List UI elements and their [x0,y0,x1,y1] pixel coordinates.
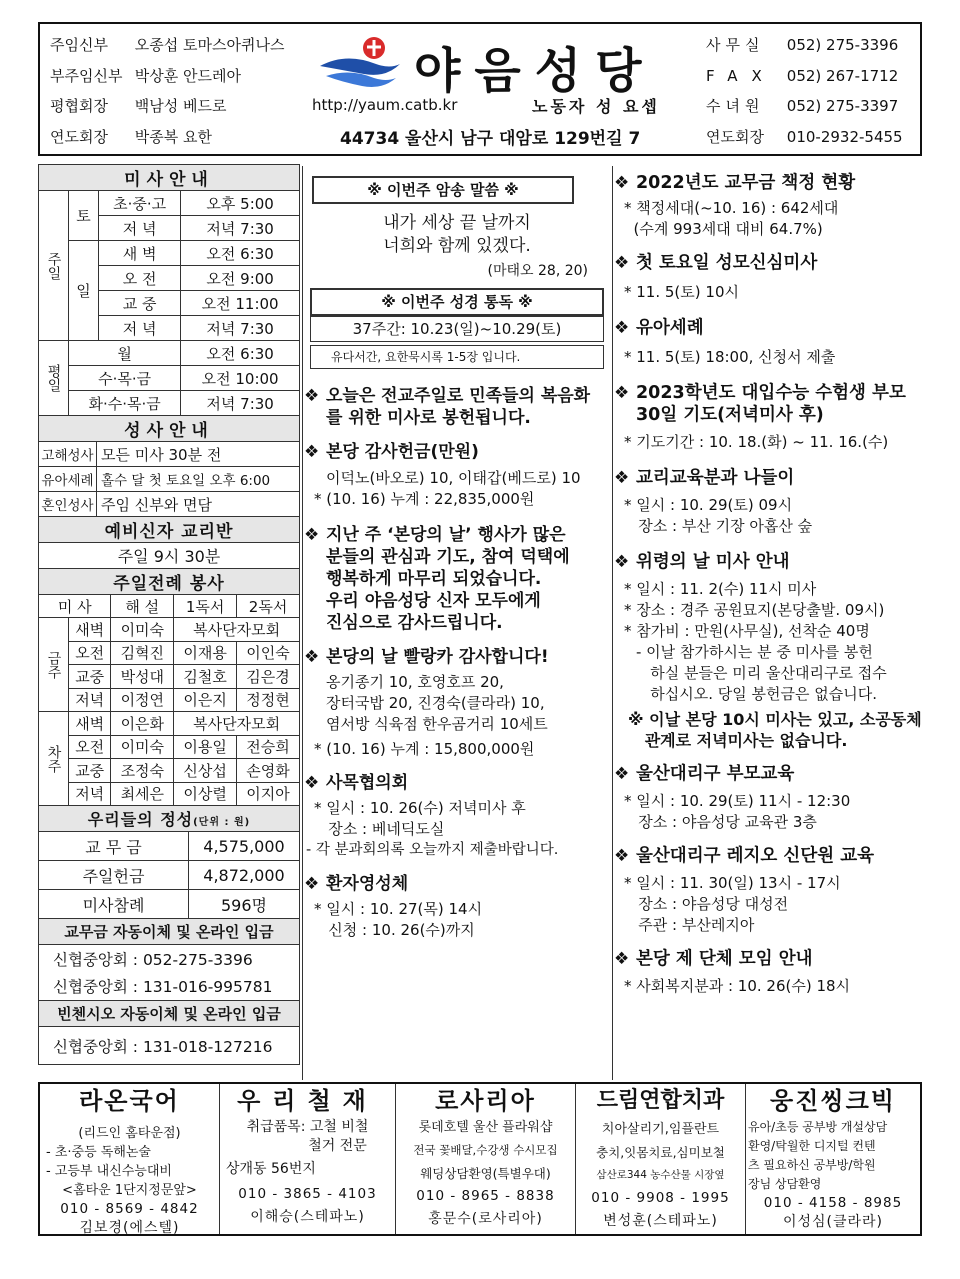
liturgy-col-header: 2독서 [237,595,300,618]
notice-item: ❖ 울산대리구 레지오 신단원 교육 * 일시 : 11. 30(일) 13시 - 17시 장소 : 야음성당 대성전 주관 : 부산레지아 [614,846,875,934]
ad-title: 드림연합치과 [596,1088,725,1113]
ad-phone: 010 - 4158 - 8985 [763,1195,903,1211]
ad-title: 로사리아 [435,1087,536,1115]
notice-list [304,385,610,941]
advertisement-bar [38,1082,922,1236]
mass-time: 오전 6:30 [181,341,300,366]
contact-row: FAX 052) 267-1712 [706,66,899,85]
bulletin-header [38,22,922,156]
liturgy-cell: 복사단자모회 [174,712,300,736]
ad-box: 웅진씽크빅 유아/초등 공부방 개설상담 환영/탁월한 디지털 컨텐 츠 필요하신 공부방/학원 장님 상담환영 010 - 4158 - 8985 이성심(클라라) [746,1084,920,1234]
verse-section [312,176,574,204]
liturgy-cell: 저녁 [69,688,111,712]
reading-note: 유다서간, 요한묵시록 1-5장 입니다. [310,345,604,369]
ad-owner: 이해승(스테파노) [250,1209,365,1225]
liturgy-table [38,568,300,806]
ad-phone: 010 - 9908 - 1995 [591,1190,730,1206]
notice-item: ❖ 오늘은 전교주일로 민족들의 복음화 를 위한 미사로 봉헌됩니다. [304,386,591,428]
reading-section [310,288,604,316]
liturgy-cell: 박성대 [111,665,174,689]
diamond-bullet-icon: ❖ [304,386,320,406]
patron-saint: 노동자 성 요셉 [532,97,660,116]
ad-title: 우리철재 [237,1087,378,1115]
diamond-bullet-icon: ❖ [614,173,630,193]
church-logo-icon [316,34,402,94]
diamond-bullet-icon: ❖ [614,253,630,273]
liturgy-cell: 오전 [69,641,111,665]
sacrament-table [38,415,300,517]
column-divider [612,166,613,1080]
notice-item: ❖ 본당 감사헌금(만원) 이덕노(바오로) 10, 이태갑(베드로) 10 * (10. 16) 누계 : 22,835,000원 [304,442,581,508]
verse-reference: (마태오 28, 20) [487,263,588,279]
liturgy-title: 주일전례 봉사 [39,569,300,595]
clergy-list [50,30,330,152]
liturgy-cell: 교중 [69,759,111,783]
tithe-bank-table [38,918,300,1001]
sunday-label: 주일 [39,191,69,341]
mass-time: 오전 11:00 [181,291,300,316]
liturgy-cell: 이은지 [174,688,237,712]
sacrament-info: 주임 신부와 면담 [97,492,300,517]
mass-who: 월 [69,341,181,366]
diamond-bullet-icon: ❖ [614,949,630,969]
notice-item: ❖ 사목협의회 * 일시 : 10. 26(수) 저녁미사 후 장소 : 베네딕도실 - 각 분과회의록 오늘까지 제출바랍니다. [304,773,559,858]
verse-title: ※ 이번주 암송 말씀 ※ [312,176,574,204]
liturgy-cell: 김은경 [237,665,300,689]
catechumen-time: 주일 9시 30분 [39,543,300,569]
liturgy-cell: 교중 [69,665,111,689]
mass-who: 저 녁 [99,316,181,341]
notice-item: ❖ 지난 주 ‘본당의 날’ 행사가 많은 분들의 관심과 기도, 참여 덕택에 행복하게 마무리 되었습니다. 우리 야음성당 신자 모두에게 진심으로 감사드립니다. [304,525,570,633]
ad-box: 우리철재 취급품목: 고철 비철 철거 전문 상개동 56번지 010 - 3865 - 4103 이해승(스테파노) [220,1084,396,1234]
sacrament-kind: 유아세례 [39,467,97,492]
left-column [38,164,300,1065]
liturgy-cell: 이용일 [174,735,237,759]
diamond-bullet-icon: ❖ [614,846,630,866]
clergy-row: 부주임신부 박상훈 안드레아 [50,66,241,85]
ad-box: 로사리아 롯데호텔 울산 플라워샵 전국 꽃배달,수강생 수시모집 웨딩상담환영(특별우대) 010 - 8965 - 8838 홍문수(로사리아) [396,1084,576,1234]
diamond-bullet-icon: ❖ [614,383,630,403]
offering-kind: 주일헌금 [39,861,189,890]
ad-phone: 010 - 8965 - 8838 [416,1188,555,1204]
diamond-bullet-icon: ❖ [304,525,320,545]
catechumen-table [38,516,300,569]
reading-week: 37주간: 10.23(일)~10.29(토) [310,316,604,342]
ad-phone: 010 - 8569 - 4842 [60,1201,199,1217]
offering-amount: 4,575,000 [189,832,300,861]
diamond-bullet-icon: ❖ [304,442,320,462]
contact-row: 연도회장 010-2932-5455 [706,127,903,146]
ad-owner: 홍문수(로사리아) [428,1211,543,1227]
liturgy-cell: 이인숙 [237,641,300,665]
notice-item: ❖ 첫 토요일 성모신심미사 * 11. 5(토) 10시 [614,253,818,301]
offering-kind: 교 무 금 [39,832,189,861]
offering-table [38,805,300,919]
diamond-bullet-icon: ❖ [614,764,630,784]
offering-title: 우리들의 정성(단위 : 원) [39,806,300,832]
contact-row: 수녀원 052) 275-3397 [706,97,899,115]
mass-schedule-table [38,164,300,416]
bank-account: 신협중앙회 : 131-018-127216 [39,1027,300,1065]
bank-account: 신협중앙회 : 131-016-995781 [39,973,300,1001]
liturgy-col-header: 미 사 [39,595,111,618]
mass-time: 오전 9:00 [181,266,300,291]
notice-item: ❖ 울산대리구 부모교육 * 일시 : 10. 29(토) 11시 - 12:30 장소 : 야음성당 교육관 3층 [614,764,851,831]
sacrament-kind: 고해성사 [39,442,97,467]
notice-item: ❖ 본당 제 단체 모임 안내 * 사회복지분과 : 10. 26(수) 18시 [614,949,851,995]
liturgy-cell: 조정숙 [111,759,174,783]
mass-who: 초·중·고 [99,191,181,216]
vincent-bank-table [38,1000,300,1065]
liturgy-cell: 이재용 [174,641,237,665]
liturgy-cell: 새벽 [69,712,111,736]
verse-text: 내가 세상 끝 날까지 너희와 함께 있겠다. [383,213,531,256]
mass-who: 오 전 [99,266,181,291]
mass-who: 교 중 [99,291,181,316]
mass-time: 저녁 7:30 [181,391,300,416]
mass-who: 새 벽 [99,241,181,266]
notice-item: ❖ 교리교육분과 나들이 * 일시 : 10. 29(토) 09시 장소 : 부산 기장 아홉산 숲 [614,468,813,535]
liturgy-cell: 저녁 [69,782,111,806]
notice-item: ❖ 위령의 날 미사 안내 * 일시 : 11. 2(수) 11시 미사 * 장소 : 경주 공원묘지(본당출발. 09시) * 참가비 : 만원(사무실), 선착순 40명 - 이날 참가하시는 분 중 미사를 봉헌 하실 분들은 미리 울산대리구로 접수 하십시오. 당일 봉헌금은 없습니다. ※ 이날 본당 10시 미사는 있고, 소공동체 관계로 저녁미사는 없습니다. [614,552,922,750]
liturgy-cell: 정정현 [237,688,300,712]
diamond-bullet-icon: ❖ [614,552,630,572]
diamond-bullet-icon: ❖ [614,468,630,488]
church-title-block [310,24,706,154]
liturgy-cell: 최세은 [111,782,174,806]
ad-owner: 변성훈(스테파노) [603,1213,718,1229]
diamond-bullet-icon: ❖ [304,874,320,894]
diamond-bullet-icon: ❖ [304,647,320,667]
notice-item: ❖ 2022년도 교무금 책정 현황 * 책정세대(~10. 16) : 642세대 (수계 993세대 대비 64.7%) [614,173,856,238]
ad-phone: 010 - 3865 - 4103 [238,1186,377,1202]
liturgy-cell: 이상렬 [174,782,237,806]
notice-item: ❖ 본당의 날 빨랑카 감사합니다! 옹기종기 10, 호영호프 20, 장터국밥 20, 진경숙(클라라) 10, 염서방 식육점 한우곰거리 10세트 * (10. 16) 누계 : 15,800,000원 [304,647,549,758]
catechumen-title: 예비신자 교리반 [39,517,300,543]
ad-owner: 김보경(에스텔) [79,1220,180,1234]
middle-column [304,166,610,941]
diamond-bullet-icon: ❖ [614,318,630,338]
reading-title: ※ 이번주 성경 통독 ※ [310,288,604,316]
mass-time: 오전 10:00 [181,366,300,391]
notice-item: ❖ 유아세례 * 11. 5(토) 18:00, 신청서 제출 [614,318,836,366]
liturgy-cell: 오전 [69,735,111,759]
church-url[interactable]: http://yaum.catb.kr [312,96,458,114]
clergy-row: 주임신부 오종섭 토마스아퀴나스 [50,36,285,54]
clergy-row: 연도회장 박종복 요한 [50,127,212,146]
sacrament-kind: 혼인성사 [39,492,97,517]
mass-time: 저녁 7:30 [181,316,300,341]
liturgy-cell: 복사단자모회 [174,618,300,642]
church-name: 야음성당 [414,43,656,99]
mass-time: 오전 6:30 [181,241,300,266]
vincent-bank-title: 빈첸시오 자동이체 및 온라인 입금 [39,1001,300,1027]
ad-title: 라온국어 [79,1087,180,1115]
contact-list [706,30,916,152]
right-column [614,166,922,997]
liturgy-group-label: 금주 [39,618,69,712]
column-divider [302,166,303,1080]
liturgy-cell: 이지아 [237,782,300,806]
ad-box: 라온국어 (리드인 홈타운점) - 초·중등 독해논술 - 고등부 내신수능대비 <홈타운 1단지정문앞> 010 - 8569 - 4842 김보경(에스텔) [40,1084,220,1234]
saturday-label: 토 [69,191,99,241]
ad-box: 드림연합치과 치아살리기,임플란트 충치,잇몸치료,심미보철 삼산로344 농수산물 시장옆 010 - 9908 - 1995 변성훈(스테파노) [576,1084,746,1234]
sacrament-info: 홀수 달 첫 토요일 오후 6:00 [97,467,300,492]
liturgy-cell: 이은화 [111,712,174,736]
sunday-day-label: 일 [69,241,99,341]
mass-time: 저녁 7:30 [181,216,300,241]
mass-who: 수·목·금 [69,366,181,391]
offering-amount: 4,872,000 [189,861,300,890]
ad-title: 웅진씽크빅 [770,1087,896,1115]
tithe-bank-title: 교무금 자동이체 및 온라인 입금 [39,919,300,945]
sacrament-info: 모든 미사 30분 전 [97,442,300,467]
offering-kind: 미사참례 [39,890,189,919]
clergy-row: 평협회장 백남성 베드로 [50,97,227,115]
weekday-label: 평일 [39,341,69,416]
mass-time: 오후 5:00 [181,191,300,216]
liturgy-cell: 이정연 [111,688,174,712]
notice-item: ❖ 2023학년도 대입수능 수험생 부모 30일 기도(저녁미사 후) * 기도기간 : 10. 18.(화) ~ 11. 16.(수) [614,383,906,451]
contact-row: 사무실 052) 275-3396 [706,36,899,54]
liturgy-col-header: 1독서 [174,595,237,618]
mass-who: 저 녁 [99,216,181,241]
liturgy-cell: 이미숙 [111,618,174,642]
liturgy-cell: 새벽 [69,618,111,642]
bank-account: 신협중앙회 : 052-275-3396 [39,945,300,973]
church-address: 44734 울산시 남구 대암로 129번길 7 [340,129,641,149]
liturgy-cell: 김혁진 [111,641,174,665]
liturgy-col-header: 해 설 [111,595,174,618]
liturgy-group-label: 차주 [39,712,69,806]
offering-amount: 596명 [189,890,300,919]
notice-item: ❖ 환자영성체 * 일시 : 10. 27(목) 14시 신청 : 10. 26(수)까지 [304,874,483,939]
liturgy-cell: 전승희 [237,735,300,759]
liturgy-cell: 이미숙 [111,735,174,759]
liturgy-cell: 김철호 [174,665,237,689]
liturgy-cell: 신상섭 [174,759,237,783]
ad-owner: 이성심(클라라) [782,1214,884,1230]
sacrament-title: 성사안내 [39,416,300,442]
diamond-bullet-icon: ❖ [304,773,320,793]
mass-who: 화·수·목·금 [69,391,181,416]
mass-schedule-title: 미사안내 [39,165,300,191]
liturgy-cell: 손영화 [237,759,300,783]
